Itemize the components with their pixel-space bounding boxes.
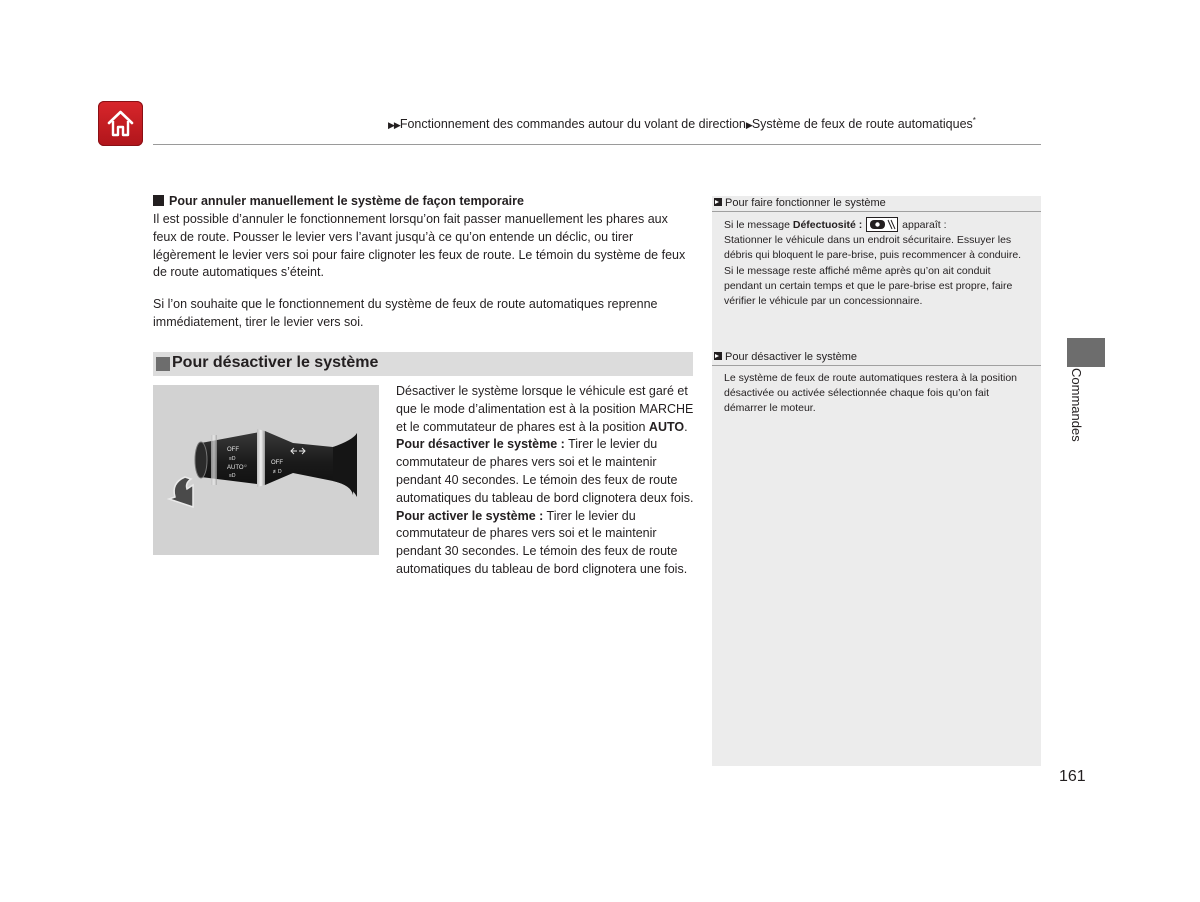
note-body [712, 212, 1041, 309]
breadcrumb-star: * [972, 116, 976, 125]
fog-light-symbol: ≢D [273, 469, 282, 475]
section-square-icon [156, 357, 170, 371]
message-post: apparaît : [899, 219, 947, 231]
lever-illustration [153, 385, 379, 555]
activate-text: Tirer le levier du commutateur de phares vers soi et le maintenir pendant 30 secondes. Le témoin des feux de route automatiques du tableau de bord clignotera une fois. [396, 508, 688, 576]
note-text: Stationner le véhicule dans un endroit sécuritaire. Essuyer les débris qui bloquent le pare-brise, puis recommencer à conduire. Si le message reste affiché même après qu’on ait conduit pendant un certain temps et que le pare-brise est propre, faire vérifier le véhicule par un concessionnaire. [724, 234, 1022, 308]
deactivate-label: Pour désactiver le système : [396, 437, 565, 452]
breadcrumb-arrow-icon: ▶ [745, 120, 752, 131]
activate-paragraph [396, 508, 696, 579]
chapter-tab[interactable] [1067, 338, 1105, 367]
intro-end: . [684, 419, 688, 434]
section-title: Pour désactiver le système [172, 354, 379, 371]
paragraph-1: Il est possible d’annuler le fonctionnement lorsqu’on fait passer manuellement les phares aux feux de route. Pousser le levier vers l’avant jusqu’à ce qu’on entende un déclic, ou tirer légèrement le levier vers soi pour faire clignoter les feux de route. Le témoin du système de feux de route automatiques s’éteint. [153, 212, 686, 280]
message-bold: Défectuosité : [792, 219, 863, 231]
breadcrumb [388, 116, 976, 131]
section-header [153, 352, 693, 376]
note-title[interactable]: Pour désactiver le système [725, 351, 858, 363]
pull-arrow-icon [169, 477, 193, 507]
reference-icon [714, 198, 722, 206]
intro-bold: AUTO [648, 419, 685, 434]
home-icon [105, 108, 136, 139]
paragraph-2: Si l’on souhaite que le fonctionnement du système de feux de route automatiques reprenne immédiatement, tirer le levier vers soi. [153, 297, 658, 329]
note-body [712, 366, 1041, 417]
label-auto: AUTO [227, 465, 244, 471]
subheading [153, 194, 524, 208]
intro-paragraph [396, 383, 696, 436]
page-number: 161 [1059, 768, 1086, 785]
parking-light-symbol: ≡D [229, 473, 236, 479]
message-pre: Si le message [724, 219, 793, 231]
home-button[interactable] [98, 101, 143, 146]
note-operate [712, 196, 1041, 309]
notes-sidebar [712, 196, 1041, 766]
camera-warning-icon [866, 217, 898, 232]
label-off-1: OFF [227, 447, 239, 453]
message-line [724, 217, 1029, 233]
breadcrumb-link-controls[interactable]: Fonctionnement des commandes autour du volant de direction [399, 117, 746, 132]
header-divider [153, 144, 1041, 145]
label-off-2: OFF [271, 460, 283, 466]
reference-icon [714, 352, 722, 360]
bullet-square-icon [153, 195, 164, 206]
note-deactivate [712, 350, 1041, 417]
intro-text: Désactiver le système lorsque le véhicule est garé et que le mode d’alimentation est à la position MARCHE et le commutateur de phares est à la position [396, 384, 694, 434]
chapter-label-text: Commandes [1069, 368, 1084, 442]
note-text: Le système de feux de route automatiques restera à la position désactivée ou activée sélectionnée chaque fois qu’on fait démarrer le moteur. [724, 372, 1018, 415]
chapter-label[interactable] [1060, 368, 1090, 458]
note-title[interactable]: Pour faire fonctionner le système [725, 197, 886, 209]
note-header [712, 350, 1041, 366]
breadcrumb-arrow-icon: ▶▶ [388, 120, 400, 131]
subheading-text: Pour annuler manuellement le système de façon temporaire [169, 194, 524, 208]
light-symbol: ☼ [243, 463, 248, 469]
breadcrumb-current: Système de feux de route automatiques [751, 117, 973, 132]
deactivate-text: Tirer le levier du commutateur de phares vers soi et le maintenir pendant 40 secondes. Le témoin des feux de route automatiques du tableau de bord clignotera deux fois. [396, 437, 694, 505]
note-header [712, 196, 1041, 212]
instructions [396, 383, 696, 579]
deactivate-paragraph [396, 436, 696, 507]
activate-label: Pour activer le système : [396, 508, 544, 523]
headlight-symbol: ≡D [229, 456, 236, 462]
